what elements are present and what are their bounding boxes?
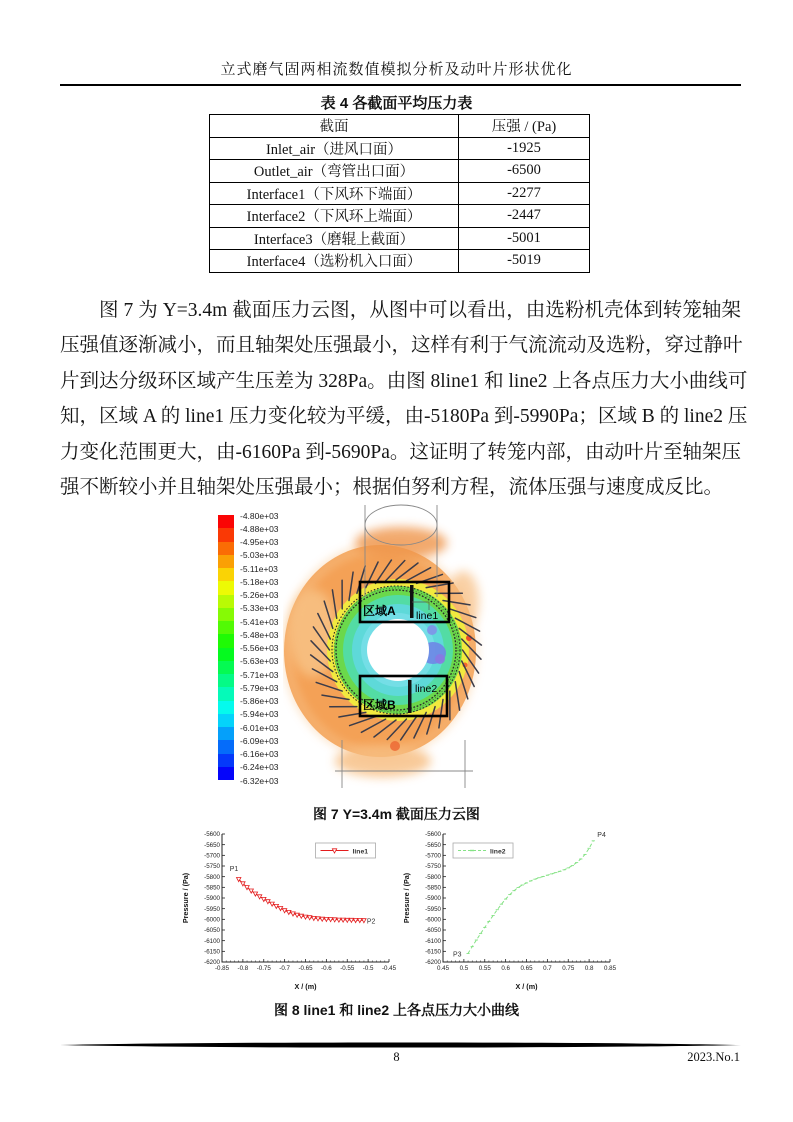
svg-text:-5800: -5800	[425, 873, 441, 881]
svg-text:0.85: 0.85	[603, 965, 617, 972]
svg-text:-6100: -6100	[425, 937, 441, 945]
svg-text:0.45: 0.45	[436, 965, 450, 972]
svg-text:-5650: -5650	[204, 841, 220, 849]
contour-plot	[283, 503, 498, 805]
section-cell: Interface1（下风环下端面）	[210, 182, 459, 205]
svg-text:-5850: -5850	[204, 884, 220, 892]
figure8-line2-chart	[401, 829, 623, 991]
svg-text:P3: P3	[453, 951, 462, 959]
svg-text:-0.65: -0.65	[298, 965, 313, 972]
pressure-cell: -5019	[459, 250, 590, 273]
pressure-table	[209, 114, 590, 273]
svg-text:P1: P1	[229, 866, 239, 874]
table-caption: 表 4 各截面平均压力表	[320, 95, 473, 112]
figure7-contour	[0, 503, 793, 803]
footer-rule	[60, 1041, 741, 1049]
colorbar	[218, 510, 279, 786]
svg-text:Pressure / (Pa): Pressure / (Pa)	[181, 872, 190, 924]
svg-text:-6200: -6200	[425, 959, 441, 967]
body-text-line: 片到达分级环区域产生压差为 328Pa。由图 8line1 和 line2 上各点压力大小曲线可	[60, 370, 748, 392]
page-number: 8	[393, 1050, 400, 1064]
issue-label: 2023.No.1	[687, 1050, 740, 1064]
region-a-label: 区域A	[363, 604, 396, 618]
svg-text:-5750: -5750	[204, 863, 220, 871]
table-header-row	[210, 115, 590, 138]
svg-text:0.5: 0.5	[459, 965, 469, 972]
table-row	[210, 182, 590, 205]
section-cell: Interface3（磨辊上截面）	[210, 227, 459, 250]
svg-text:-5900: -5900	[204, 895, 220, 903]
section-cell: Outlet_air（弯管出口面）	[210, 160, 459, 183]
svg-text:-5850: -5850	[425, 884, 441, 892]
svg-text:0.65: 0.65	[520, 965, 533, 972]
svg-text:-0.85: -0.85	[214, 965, 230, 972]
svg-text:P4: P4	[597, 831, 606, 839]
svg-text:-0.8: -0.8	[237, 965, 249, 972]
svg-text:-5950: -5950	[204, 905, 220, 913]
svg-text:X / (m): X / (m)	[294, 982, 317, 991]
svg-text:-5900: -5900	[425, 895, 441, 903]
svg-text:-5650: -5650	[425, 841, 441, 849]
line2-sample-bar	[408, 680, 412, 713]
line2-label: line2	[415, 683, 438, 695]
svg-text:-6000: -6000	[204, 916, 220, 924]
svg-text:-6150: -6150	[425, 948, 441, 956]
svg-text:0.55: 0.55	[478, 965, 491, 972]
body-text-line: 知，区域 A 的 line1 压力变化较为平缓，由-5180Pa 到-5990Pa；区域 B 的 line2 压	[60, 406, 748, 428]
line1-sample-bar	[410, 585, 414, 618]
running-title: 立式磨气固两相流数值模拟分析及动叶片形状优化	[220, 62, 573, 78]
body-text-line: 图 7 为 Y=3.4m 截面压力云图，从图中可以看出，由选粉机壳体到转笼轴架	[99, 300, 741, 321]
svg-text:-6150: -6150	[204, 948, 220, 956]
table-row	[210, 250, 590, 273]
body-paragraph	[60, 293, 748, 505]
body-text-line: 强不断较小并且轴架处压强最小；根据伯努利方程，流体压强与速度成反比。	[60, 477, 724, 499]
svg-text:-6050: -6050	[204, 927, 220, 935]
colorbar-swatches	[218, 515, 234, 780]
table-row	[210, 137, 590, 160]
svg-text:-6000: -6000	[425, 916, 441, 924]
section-cell: Interface4（选粉机入口面）	[210, 250, 459, 273]
svg-text:-0.7: -0.7	[279, 965, 290, 972]
svg-text:-5800: -5800	[204, 873, 220, 881]
pressure-cell: -6500	[459, 160, 590, 183]
colorbar-labels: -4.80e+03 -4.88e+03 -4.95e+03 -5.03e+03 -5.11e+03 -5.18e+03 -5.26e+03 -5.33e+03 -5.41e+03 -5.48e+03 -5.56e+03 -5.63e+03 -5.71e+03 -5.79e+03 -5.86e+03 -5.94e+03 -6.01e+03 -6.09e+03 -6.16e+03 -6.24e+03 -6.32e+03	[240, 510, 279, 786]
svg-text:-5950: -5950	[425, 905, 441, 913]
figure7-caption: 图 7 Y=3.4m 截面压力云图	[313, 806, 480, 822]
svg-text:-0.45: -0.45	[381, 965, 397, 972]
shaft-hole	[367, 619, 429, 681]
svg-text:line1: line1	[352, 848, 369, 856]
svg-text:P2: P2	[366, 918, 376, 926]
svg-text:-0.5: -0.5	[362, 965, 374, 972]
svg-text:line2: line2	[490, 848, 506, 856]
pressure-cell: -2447	[459, 205, 590, 228]
svg-text:-5600: -5600	[425, 831, 441, 839]
svg-text:-0.6: -0.6	[321, 965, 332, 972]
svg-text:X / (m): X / (m)	[515, 982, 538, 991]
table-row	[210, 227, 590, 250]
svg-text:-5700: -5700	[425, 852, 441, 860]
svg-text:-6050: -6050	[425, 927, 441, 935]
section-cell: Inlet_air（进风口面）	[210, 137, 459, 160]
pressure-cell: -5001	[459, 227, 590, 250]
svg-text:-5600: -5600	[204, 831, 220, 839]
column-header-section: 截面	[210, 115, 459, 138]
line1-label: line1	[416, 610, 439, 622]
svg-text:0.75: 0.75	[562, 965, 575, 972]
svg-text:0.6: 0.6	[501, 965, 510, 972]
pressure-cell: -1925	[459, 137, 590, 160]
figure8-line1-chart	[180, 829, 402, 991]
body-text-line: 力变化范围更大，由-6160Pa 到-5690Pa。这证明了转笼内部，由动叶片至轴架压	[60, 441, 741, 463]
table-row	[210, 205, 590, 228]
section-cell: Interface2（下风环上端面）	[210, 205, 459, 228]
column-header-pressure: 压强 / (Pa)	[459, 115, 590, 138]
region-b-label: 区域B	[363, 698, 396, 712]
svg-text:0.7: 0.7	[543, 965, 552, 972]
svg-text:-6100: -6100	[204, 937, 220, 945]
pressure-cell: -2277	[459, 182, 590, 205]
svg-text:0.8: 0.8	[584, 965, 594, 972]
svg-text:-0.55: -0.55	[340, 965, 355, 972]
svg-text:-6200: -6200	[204, 959, 220, 967]
svg-text:-5750: -5750	[425, 863, 441, 871]
svg-text:-5700: -5700	[204, 852, 220, 860]
contour-svg	[283, 503, 498, 800]
figure8-caption: 图 8 line1 和 line2 上各点压力大小曲线	[273, 1002, 520, 1018]
table-row	[210, 160, 590, 183]
body-text-line: 压强值逐渐减小，而且轴架处压强最小，这样有利于气流流动及选粉，穿过静叶	[60, 335, 743, 357]
header-rule	[60, 84, 741, 86]
svg-text:-0.75: -0.75	[256, 965, 271, 972]
svg-text:Pressure / (Pa): Pressure / (Pa)	[402, 872, 411, 924]
